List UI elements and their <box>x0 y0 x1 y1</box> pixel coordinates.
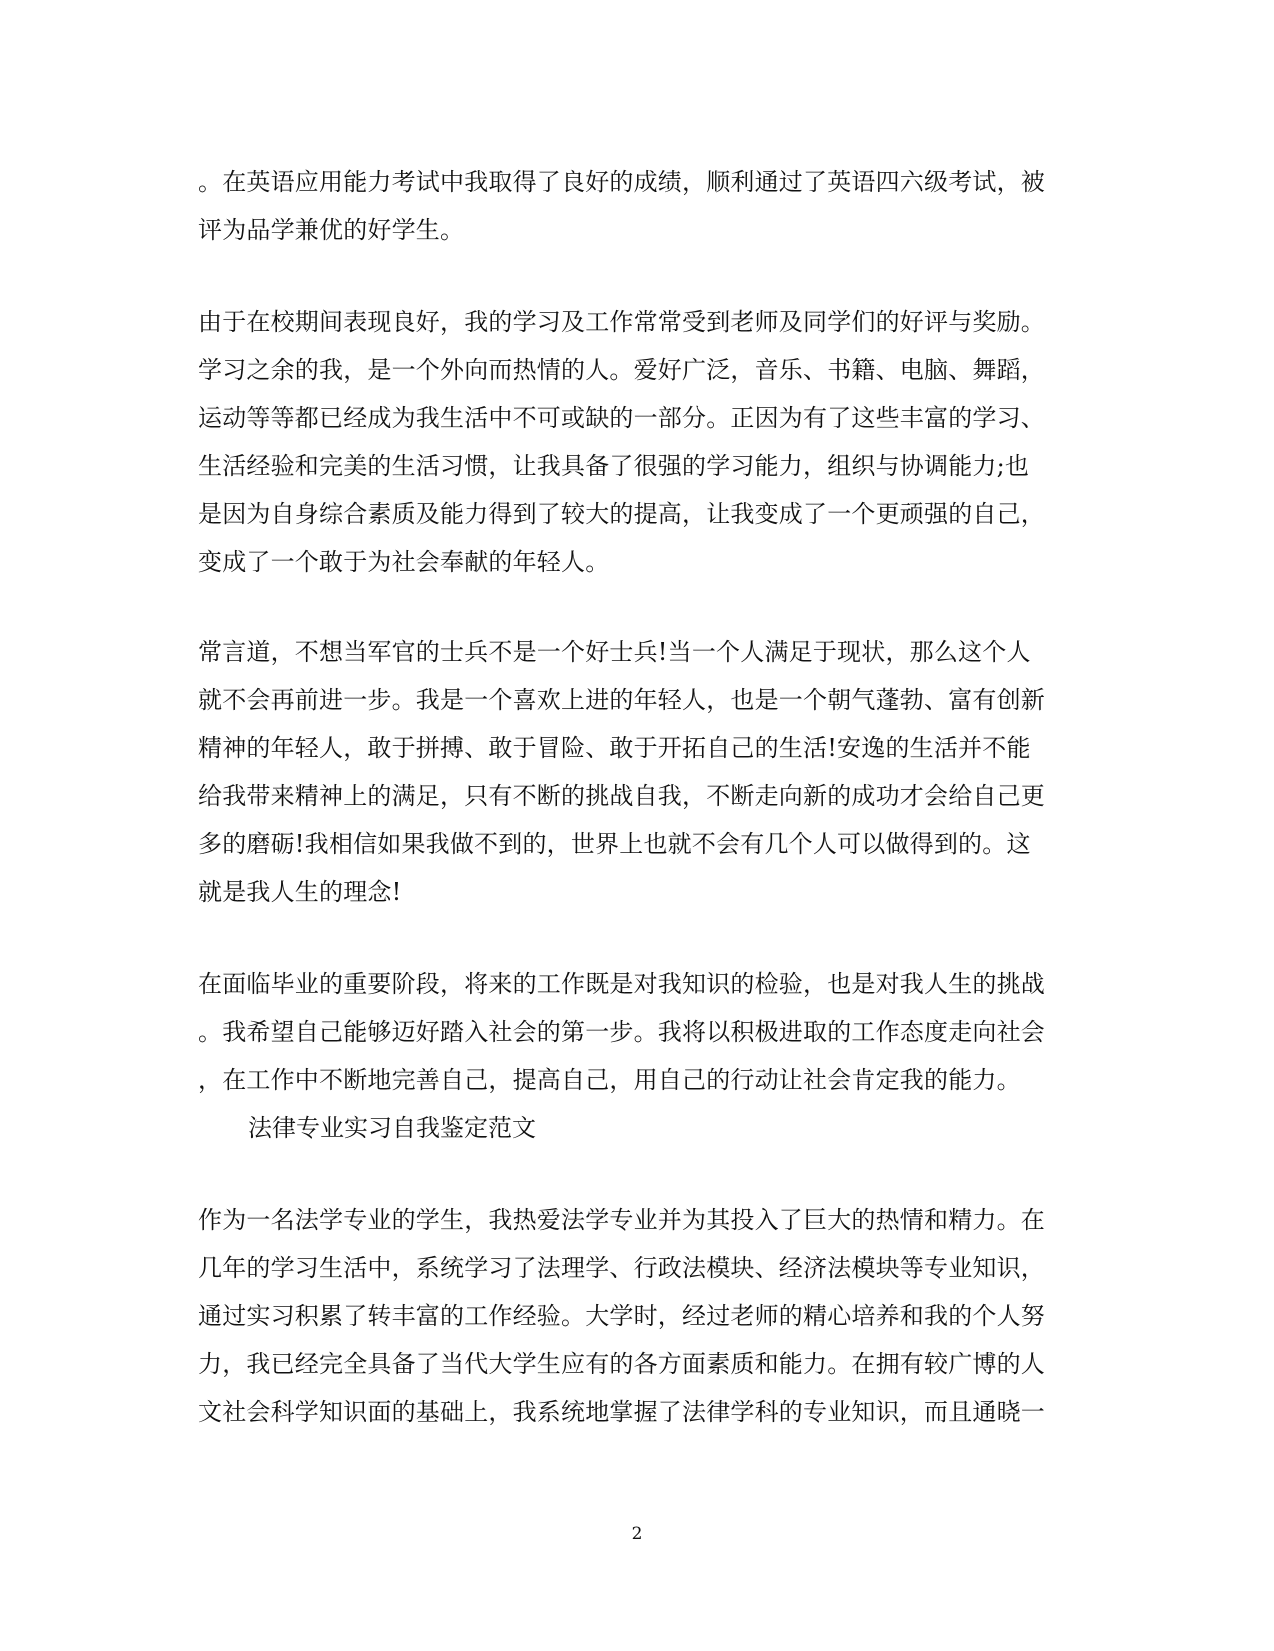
text-line: 作为一名法学专业的学生，我热爱法学专业并为其投入了巨大的热情和精力。在 <box>198 1206 1045 1234</box>
text-line: 常言道，不想当军官的士兵不是一个好士兵!当一个人满足于现状，那么这个人 <box>198 638 1031 666</box>
section-heading: 法律专业实习自我鉴定范文 <box>248 1114 536 1142</box>
text-line: 学习之余的我，是一个外向而热情的人。爱好广泛，音乐、书籍、电脑、舞蹈， <box>198 356 1045 384</box>
text-line: 精神的年轻人，敢于拼搏、敢于冒险、敢于开拓自己的生活!安逸的生活并不能 <box>198 734 1031 762</box>
paragraph-english-exam <box>198 158 1078 254</box>
text-line: 是因为自身综合素质及能力得到了较大的提高，让我变成了一个更顽强的自己， <box>198 500 1045 528</box>
text-line: 。我希望自己能够迈好踏入社会的第一步。我将以积极进取的工作态度走向社会 <box>198 1018 1045 1046</box>
text-line: 力，我已经完全具备了当代大学生应有的各方面素质和能力。在拥有较广博的人 <box>198 1350 1045 1378</box>
text-line: 。在英语应用能力考试中我取得了良好的成绩，顺利通过了英语四六级考试，被 <box>198 168 1045 196</box>
paragraph-graduation <box>198 960 1078 1104</box>
text-line: 就是我人生的理念! <box>198 878 402 906</box>
text-line: 通过实习积累了转丰富的工作经验。大学时，经过老师的精心培养和我的个人努 <box>198 1302 1045 1330</box>
text-line: 就不会再前进一步。我是一个喜欢上进的年轻人，也是一个朝气蓬勃、富有创新 <box>198 686 1045 714</box>
paragraph-law-student <box>198 1196 1078 1436</box>
text-line: 生活经验和完美的生活习惯，让我具备了很强的学习能力，组织与协调能力;也 <box>198 452 1030 480</box>
text-line: 几年的学习生活中，系统学习了法理学、行政法模块、经济法模块等专业知识， <box>198 1254 1045 1282</box>
text-line: 在面临毕业的重要阶段，将来的工作既是对我知识的检验，也是对我人生的挑战 <box>198 970 1045 998</box>
paragraph-life-philosophy <box>198 628 1078 916</box>
paragraph-school-performance <box>198 298 1078 586</box>
text-line: 多的磨砺!我相信如果我做不到的，世界上也就不会有几个人可以做得到的。这 <box>198 830 1031 858</box>
text-line: ，在工作中不断地完善自己，提高自己，用自己的行动让社会肯定我的能力。 <box>198 1066 1021 1094</box>
text-line: 运动等等都已经成为我生活中不可或缺的一部分。正因为有了这些丰富的学习、 <box>198 404 1045 432</box>
text-line: 给我带来精神上的满足，只有不断的挑战自我，不断走向新的成功才会给自己更 <box>198 782 1045 810</box>
text-line: 变成了一个敢于为社会奉献的年轻人。 <box>198 548 610 576</box>
text-line: 文社会科学知识面的基础上，我系统地掌握了法律学科的专业知识，而且通晓一 <box>198 1398 1045 1426</box>
page-number: 2 <box>631 1524 643 1544</box>
text-line: 由于在校期间表现良好，我的学习及工作常常受到老师及同学们的好评与奖励。 <box>198 308 1045 336</box>
text-line: 评为品学兼优的好学生。 <box>198 216 465 244</box>
